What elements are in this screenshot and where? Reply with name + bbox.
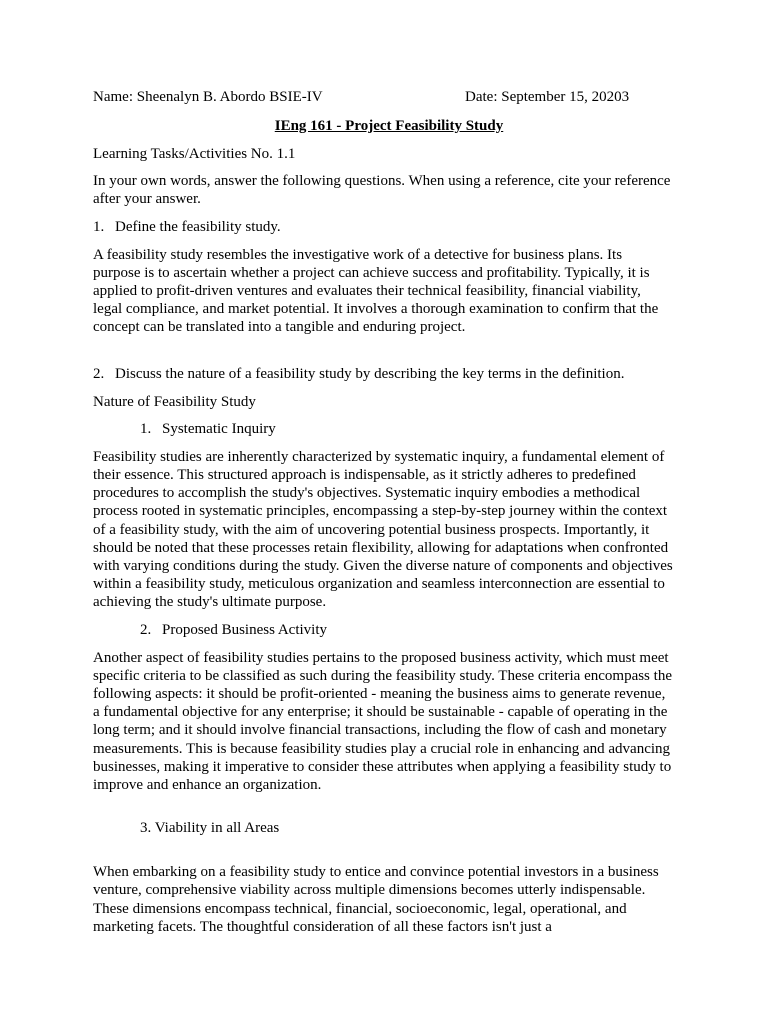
tasks-label: Learning Tasks/Activities No. 1.1 — [93, 146, 296, 162]
instructions: In your own words, answer the following questions. When using a reference, cite your reference after your answer. — [93, 173, 671, 208]
section-1-number: 1. — [140, 420, 152, 437]
question-2-number: 2. — [93, 365, 105, 382]
spacer — [93, 803, 673, 819]
document-page — [93, 87, 673, 1017]
spacer — [93, 346, 673, 365]
header-row — [93, 87, 673, 107]
spacer — [93, 847, 673, 863]
question-1 — [93, 218, 673, 237]
section-2-title: Proposed Business Activity — [162, 621, 328, 638]
answer-1: A feasibility study resembles the investigative work of a detective for business plans. Its purpose is to ascertain whether a project can achieve success and profitability. Typically, it is applied to profit-driven ventures and evaluates their technical feasibility, financial viability, legal compliance, and market potential. It involves a thorough examination to confirm that the concept can be translated into a tangible and enduring project. — [93, 246, 659, 336]
submission-date: Date: September 15, 20203 — [465, 89, 630, 105]
section-1-title: Systematic Inquiry — [162, 420, 276, 437]
question-1-text: Define the feasibility study. — [115, 218, 281, 235]
section-2-heading — [93, 621, 673, 640]
section-2-number: 2. — [140, 621, 152, 638]
section-1-heading — [93, 420, 673, 439]
question-2-text: Discuss the nature of a feasibility study by describing the key terms in the definition. — [115, 365, 625, 382]
document-title: IEng 161 - Project Feasibility Study — [274, 118, 504, 134]
nature-heading: Nature of Feasibility Study — [93, 393, 256, 410]
student-name: Name: Sheenalyn B. Abordo BSIE-IV — [93, 89, 323, 105]
section-3-heading: 3. Viability in all Areas — [140, 820, 280, 837]
question-2 — [93, 365, 673, 384]
section-1-body: Feasibility studies are inherently characterized by systematic inquiry, a fundamental element of their essence. This structured approach is indispensable, as it strictly adheres to predefined procedures to accomplish the study's objectives. Systematic inquiry embodies a methodical process rooted in systematic principles, encompassing a step-by-step journey within the context of a feasibility study, with the aim of uncovering potential business prospects. Importantly, it should be noted that these processes retain flexibility, allowing for adaptations when confronted with varying conditions during the study. Given the diverse nature of components and objectives within a feasibility study, meticulous organization and seamless interconnection are essential to achieving the study's ultimate purpose. — [93, 448, 673, 611]
question-1-number: 1. — [93, 218, 105, 235]
section-2-body: Another aspect of feasibility studies pertains to the proposed business activity, which must meet specific criteria to be classified as such during the feasibility study. These criteria encompass the following aspects: it should be profit-oriented - meaning the business aims to generate revenue, a fundamental objective for any enterprise; it should be sustainable - capable of operating in the long term; and it should involve financial transactions, including the flow of cash and monetary measurements. This is because feasibility studies play a crucial role in enhancing and advancing businesses, making it imperative to consider these attributes when applying a feasibility study to improve and enhance an organization. — [93, 649, 672, 794]
section-3-body: When embarking on a feasibility study to entice and convince potential investors in a business venture, comprehensive viability across multiple dimensions becomes utterly indispensable. These dimensions encompass technical, financial, socioeconomic, legal, operational, and marketing facets. The thoughtful consideration of all these factors isn't just a — [93, 864, 659, 935]
